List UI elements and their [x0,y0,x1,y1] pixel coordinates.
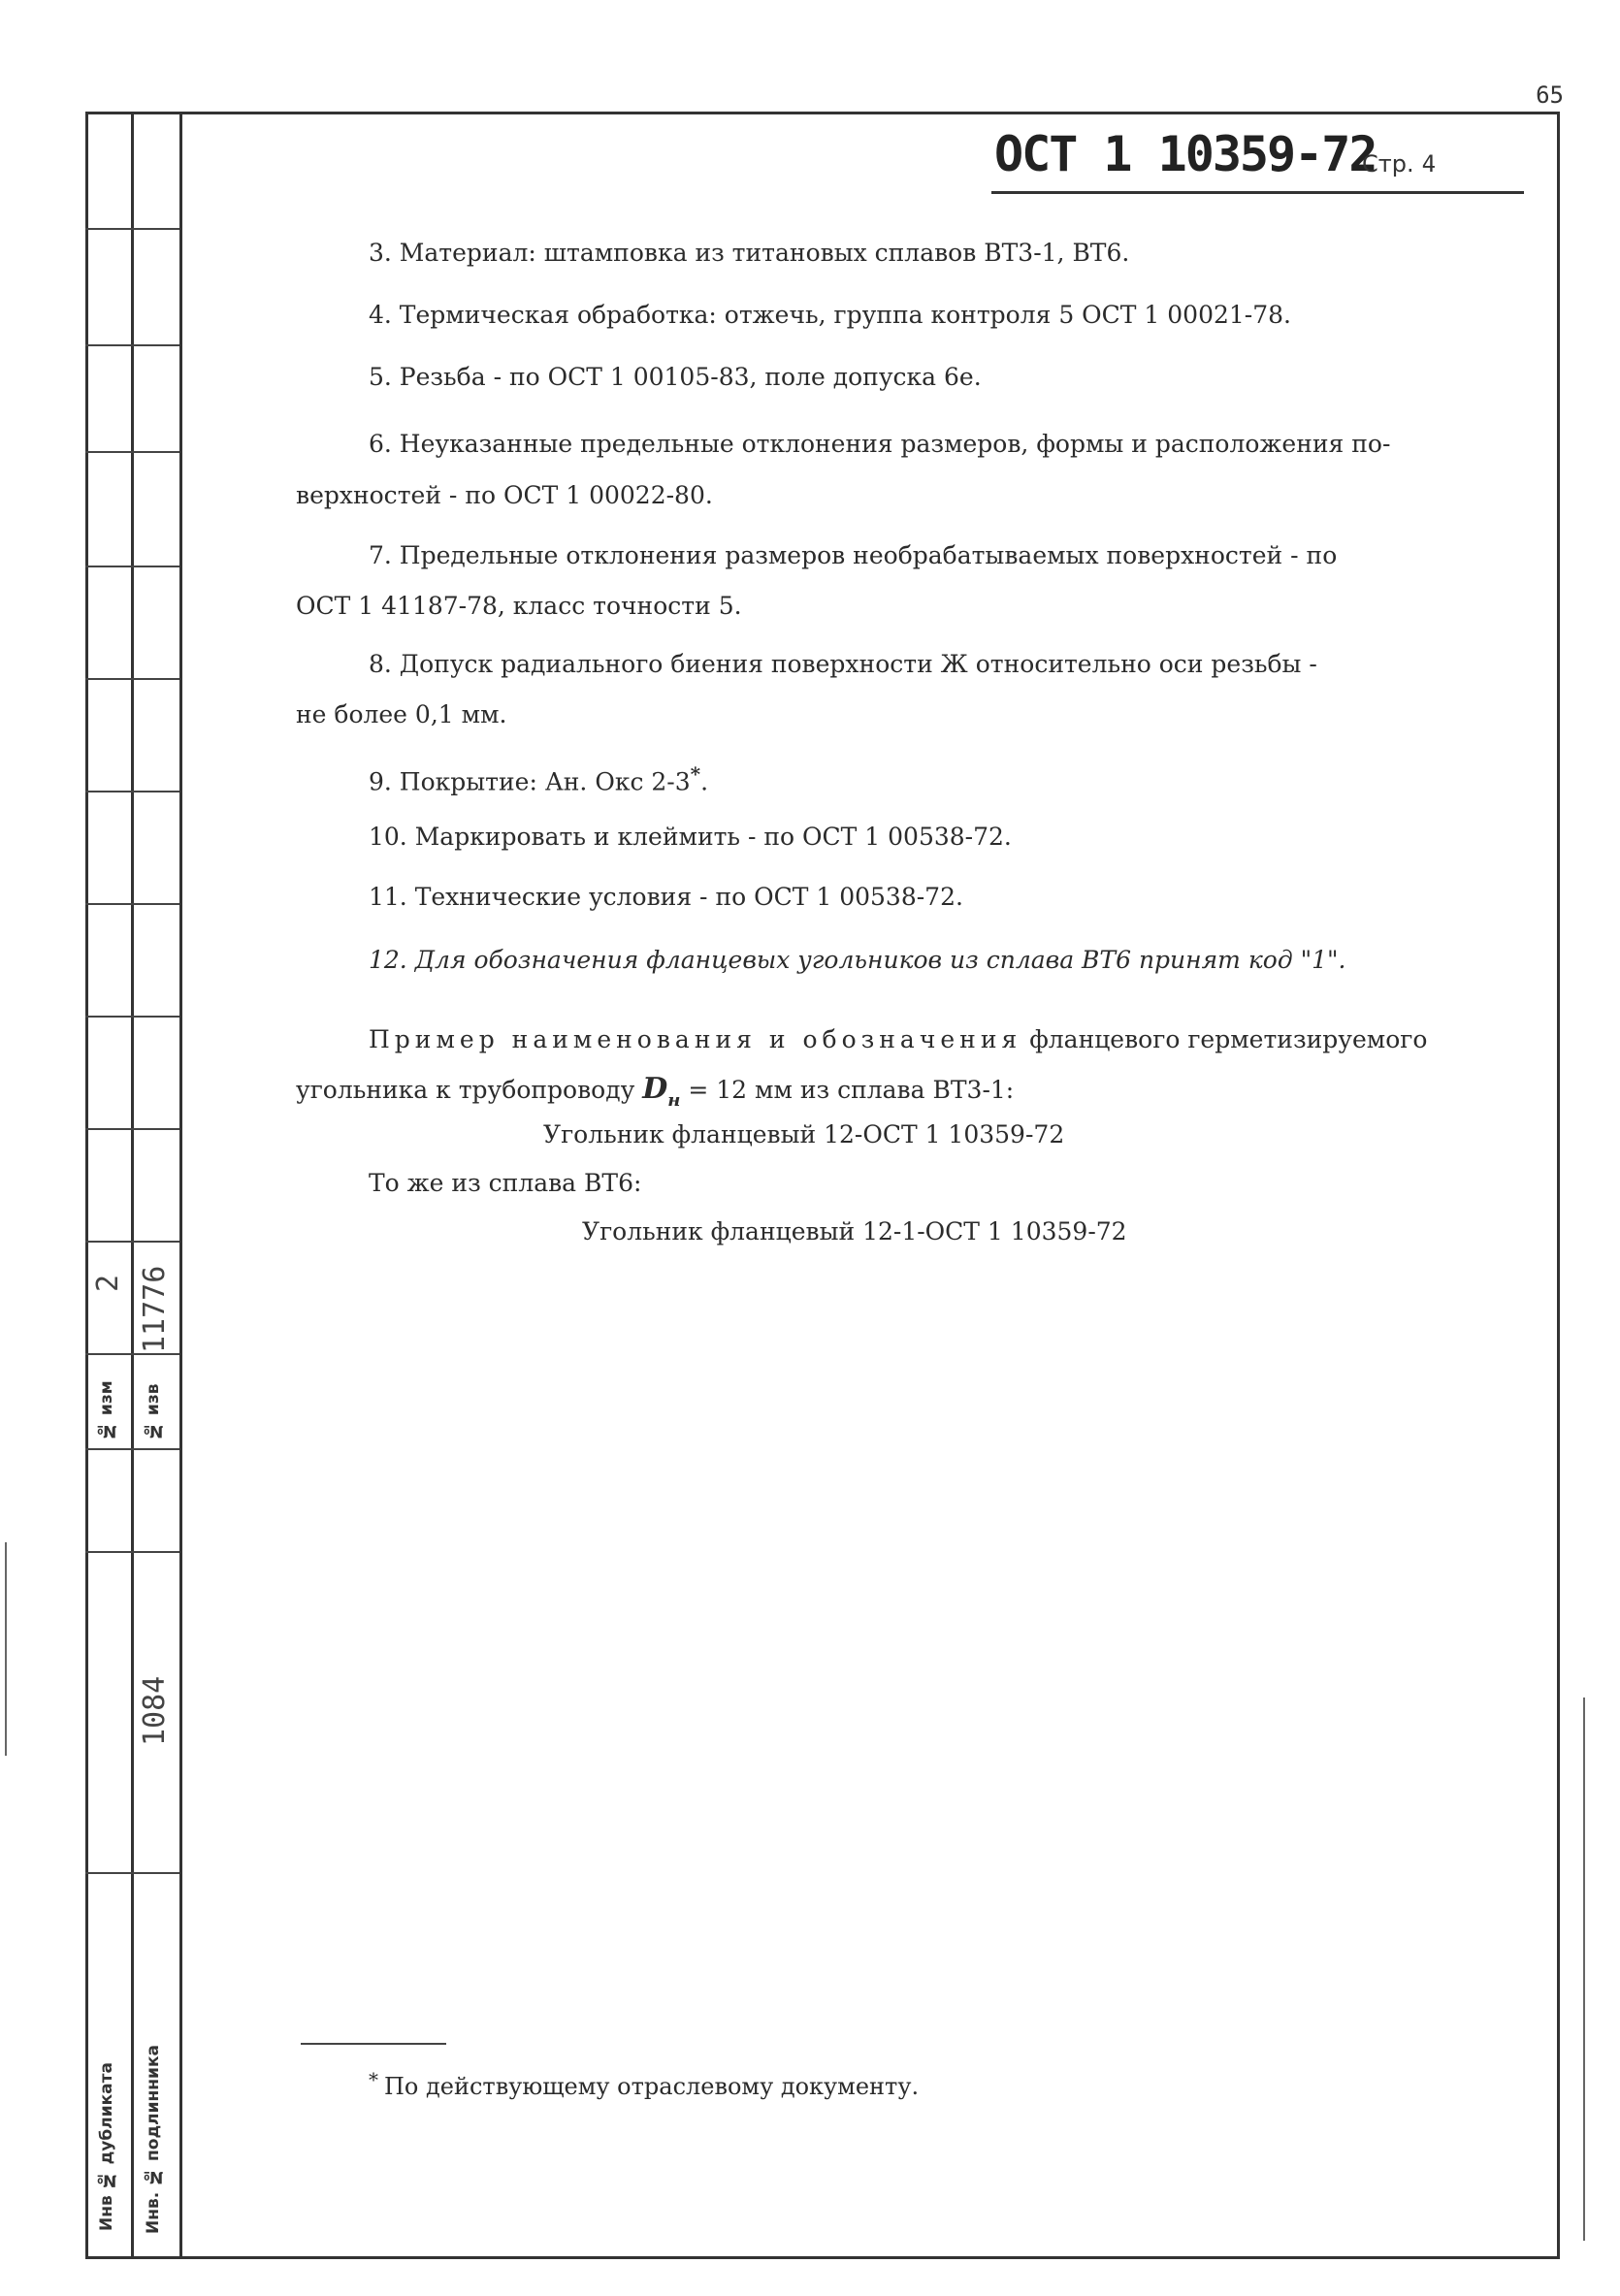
notice-number-label: № изв [144,1383,163,1440]
strip-divider [131,112,134,2259]
strip-rule [85,1448,179,1450]
requirement-item: 4. Термическая обработка: отжечь, группа контроля 5 ОСТ 1 00021-78. [369,301,1292,329]
strip-rule [85,1353,179,1355]
designation-line: Угольник фланцевый 12-1-ОСТ 1 10359-72 [582,1217,1127,1245]
document-code: ОСТ 1 10359-72 [994,126,1377,182]
page-label: Стр. [1362,150,1414,178]
strip-rule [85,791,179,792]
original-number-value: 1084 [138,1675,172,1746]
nominal-diameter-symbol: D [642,1072,668,1106]
strip-rule [85,1872,179,1874]
strip-rule [85,1551,179,1553]
requirement-item-continuation: ОСТ 1 41187-78, класс точности 5. [296,592,742,620]
footnote-reference: * [690,762,701,786]
page-number: 4 [1421,150,1437,178]
coating-text-end: . [700,767,709,796]
header-rule [991,191,1524,194]
notice-number-value: 11776 [138,1265,172,1353]
requirement-item: 5. Резьба - по ОСТ 1 00105-83, поле допуска 6е. [369,363,982,391]
example-intro-line [369,1025,1427,1053]
footnote-text: По действующему отраслевому документу. [384,2073,920,2100]
example-line2-end: = 12 мм из сплава ВТ3-1: [688,1076,1015,1104]
strip-rule [85,678,179,680]
side-strip [85,112,182,2259]
example-line2-start: угольника к трубопроводу [296,1076,635,1104]
change-number-label: № изм [97,1380,116,1440]
requirement-item: 6. Неуказанные предельные отклонения размеров, формы и расположения по- [369,430,1391,458]
footnote-mark: * [369,2068,378,2091]
duplicate-inventory-label: Инв № дубликата [97,2062,116,2231]
requirement-item [369,762,708,795]
coating-text: 9. Покрытие: Ан. Окс 2-3 [369,767,691,796]
sheet-number: 65 [1536,81,1564,109]
example-intro: Пример наименования и обозначения [369,1025,1022,1053]
strip-rule [85,451,179,453]
scan-edge-mark [5,1542,7,1756]
strip-rule [85,1016,179,1018]
strip-rule [85,228,179,230]
requirement-item: 10. Маркировать и клеймить - по ОСТ 1 00538-72. [369,823,1012,851]
page-indicator [1362,150,1436,178]
strip-rule [85,1241,179,1243]
scan-edge-mark [1583,1698,1585,2241]
original-inventory-label: Инв. № подлинника [144,2045,163,2234]
requirement-item: 7. Предельные отклонения размеров необрабатываемых поверхностей - по [369,541,1338,569]
requirement-item: 8. Допуск радиального биения поверхности Ж относительно оси резьбы - [369,650,1317,678]
requirement-item: 12. Для обозначения фланцевых угольников из сплава ВТ6 принят код "1". [369,946,1346,974]
example-intro-rest: фланцевого герметизируемого [1029,1025,1428,1053]
nominal-diameter-subscript: н [667,1090,681,1111]
requirement-item-continuation: верхностей - по ОСТ 1 00022-80. [296,481,713,509]
footnote-rule [301,2043,446,2045]
strip-rule [85,344,179,346]
change-number-value: 2 [91,1274,125,1293]
alternate-alloy-line: То же из сплава ВТ6: [369,1169,642,1197]
requirement-item-continuation: не более 0,1 мм. [296,700,507,728]
designation-line: Угольник фланцевый 12-ОСТ 1 10359-72 [543,1120,1065,1148]
footnote [369,2068,919,2100]
strip-rule [85,903,179,905]
example-conditions-line [296,1072,1014,1111]
strip-rule [85,1128,179,1130]
strip-rule [85,566,179,567]
requirement-item: 3. Материал: штамповка из титановых сплавов ВТ3-1, ВТ6. [369,239,1130,267]
requirement-item: 11. Технические условия - по ОСТ 1 00538-72. [369,883,963,911]
